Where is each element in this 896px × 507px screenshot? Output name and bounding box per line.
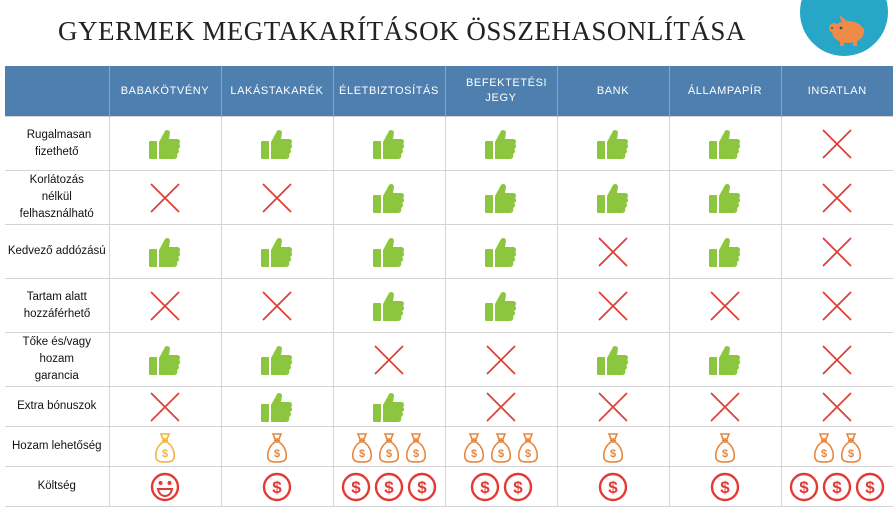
- thumbs-up-icon: [148, 343, 182, 377]
- row-label-text: Extra bónuszok: [17, 400, 97, 412]
- table-cell: [781, 387, 893, 427]
- thumbs-up-icon: [148, 127, 182, 161]
- svg-text:$: $: [417, 477, 427, 497]
- dollar-coin-icon: [710, 472, 740, 502]
- table-cell: [557, 333, 669, 387]
- dollar-coin-icon: [262, 472, 292, 502]
- thumbs-up-icon: [372, 127, 406, 161]
- cross-icon: [484, 343, 518, 377]
- cross-icon: [820, 235, 854, 269]
- dollar-coin-icon: [822, 472, 852, 502]
- table-cell: [557, 225, 669, 279]
- table-cell: [669, 171, 781, 225]
- col-header-bank: BANK: [557, 66, 669, 117]
- row-label-text: Tartam alatt hozzáférhető: [23, 290, 91, 320]
- table-cell: [221, 279, 333, 333]
- table-cell: [109, 427, 221, 467]
- money-bag-icon: [404, 431, 428, 463]
- table-row: [5, 279, 893, 333]
- table-cell: [557, 467, 669, 507]
- thumbs-up-icon: [596, 181, 630, 215]
- dollar-coin-icon: [374, 472, 404, 502]
- comparison-table: [5, 66, 893, 507]
- thumbs-up-icon: [596, 343, 630, 377]
- table-cell: [109, 467, 221, 507]
- cross-icon: [596, 390, 630, 424]
- table-cell: [781, 333, 893, 387]
- cross-icon: [596, 289, 630, 323]
- svg-text:$: $: [384, 477, 394, 497]
- svg-text:$: $: [720, 477, 730, 497]
- money-bag-gold-icon: [153, 431, 177, 463]
- table-cell: [445, 387, 557, 427]
- table-cell: [445, 225, 557, 279]
- table-cell: [333, 171, 445, 225]
- table-row: [5, 225, 893, 279]
- table-cell: [221, 467, 333, 507]
- table-cell: [781, 427, 893, 467]
- svg-text:$: $: [721, 447, 729, 460]
- table-cell: [333, 333, 445, 387]
- table-cell: [109, 171, 221, 225]
- row-label-text: Költség: [37, 480, 76, 492]
- smiley-icon: [150, 472, 180, 502]
- table-row: [5, 467, 893, 507]
- cross-icon: [708, 289, 742, 323]
- svg-text:$: $: [273, 447, 281, 460]
- dollar-coin-icon: [503, 472, 533, 502]
- dollar-coin-icon: [407, 472, 437, 502]
- money-bag-icon: [350, 431, 374, 463]
- cross-icon: [820, 390, 854, 424]
- thumbs-up-icon: [484, 289, 518, 323]
- svg-text:$: $: [272, 477, 282, 497]
- table-cell: [781, 279, 893, 333]
- money-bag-icon: [812, 431, 836, 463]
- row-label: [5, 387, 109, 427]
- money-bag-icon: [516, 431, 540, 463]
- thumbs-up-icon: [708, 127, 742, 161]
- row-label: [5, 279, 109, 333]
- svg-text:$: $: [865, 477, 875, 497]
- col-header-befektetesi-jegy: [445, 66, 557, 117]
- dollar-coin-icon: [470, 472, 500, 502]
- thumbs-up-icon: [260, 343, 294, 377]
- svg-text:$: $: [608, 477, 618, 497]
- row-label: [5, 225, 109, 279]
- row-label-text: Kedvező addózású: [7, 245, 106, 257]
- cross-icon: [484, 390, 518, 424]
- row-label: [5, 171, 109, 225]
- thumbs-up-icon: [372, 181, 406, 215]
- thumbs-up-icon: [484, 181, 518, 215]
- money-bag-icon: [265, 431, 289, 463]
- table-cell: [221, 427, 333, 467]
- row-label-text: Rugalmasan fizethető: [26, 128, 92, 158]
- cross-icon: [708, 390, 742, 424]
- table-cell: [557, 279, 669, 333]
- col-header-lakastakarek: LAKÁSTAKARÉK: [221, 66, 333, 117]
- svg-text:$: $: [497, 447, 505, 460]
- svg-text:$: $: [609, 447, 617, 460]
- thumbs-up-icon: [260, 235, 294, 269]
- row-label: [5, 427, 109, 467]
- dollar-coin-icon: [598, 472, 628, 502]
- table-cell: [221, 117, 333, 171]
- svg-text:$: $: [479, 477, 490, 497]
- table-cell: [445, 117, 557, 171]
- table-cell: [333, 427, 445, 467]
- table-row: [5, 387, 893, 427]
- table-row: [5, 171, 893, 225]
- thumbs-up-icon: [484, 127, 518, 161]
- table-cell: [445, 171, 557, 225]
- table-cell: [557, 427, 669, 467]
- money-bag-icon: [839, 431, 863, 463]
- money-bag-icon: [489, 431, 513, 463]
- table-cell: [669, 333, 781, 387]
- cross-icon: [820, 343, 854, 377]
- table-cell: [221, 225, 333, 279]
- table-cell: [109, 387, 221, 427]
- table-cell: [445, 279, 557, 333]
- cross-icon: [372, 343, 406, 377]
- table-cell: [109, 279, 221, 333]
- thumbs-up-icon: [260, 127, 294, 161]
- table-cell: [333, 117, 445, 171]
- svg-text:$: $: [524, 447, 532, 460]
- table-cell: [781, 171, 893, 225]
- money-bag-icon: [462, 431, 486, 463]
- table-cell: [557, 387, 669, 427]
- table-cell: [781, 117, 893, 171]
- table-cell: [669, 427, 781, 467]
- svg-text:$: $: [385, 447, 393, 460]
- svg-text:$: $: [358, 447, 366, 460]
- thumbs-up-icon: [372, 390, 406, 424]
- col-header-eletbiztositas: ÉLETBIZTOSÍTÁS: [333, 66, 445, 117]
- table-cell: [109, 117, 221, 171]
- table-cell: [333, 279, 445, 333]
- cross-icon: [820, 181, 854, 215]
- table-cell: [445, 333, 557, 387]
- money-bag-icon: [377, 431, 401, 463]
- thumbs-up-icon: [372, 235, 406, 269]
- table-cell: [445, 427, 557, 467]
- table-cell: [221, 171, 333, 225]
- money-bag-icon: [713, 431, 737, 463]
- cross-icon: [820, 289, 854, 323]
- table-cell: [669, 387, 781, 427]
- thumbs-up-icon: [372, 289, 406, 323]
- table-cell: [445, 467, 557, 507]
- table-cell: [669, 225, 781, 279]
- cross-icon: [148, 181, 182, 215]
- table-cell: [221, 333, 333, 387]
- cross-icon: [260, 289, 294, 323]
- row-label-text: Tőke és/vagy hozam garancia: [22, 336, 91, 382]
- row-label: [5, 117, 109, 171]
- table-row: [5, 427, 893, 467]
- thumbs-up-icon: [708, 343, 742, 377]
- table-cell: [781, 467, 893, 507]
- table-cell: [333, 225, 445, 279]
- row-label-text: Korlátozás nélkül felhasználható: [19, 174, 94, 220]
- svg-text:$: $: [847, 447, 854, 460]
- row-label: [5, 467, 109, 507]
- col-header-ingatlan: INGATLAN: [781, 66, 893, 117]
- table-cell: [669, 279, 781, 333]
- cross-icon: [148, 390, 182, 424]
- svg-text:$: $: [351, 477, 361, 497]
- cross-icon: [148, 289, 182, 323]
- col-header-allampapir: ÁLLAMPAPÍR: [669, 66, 781, 117]
- dollar-coin-icon: [855, 472, 885, 502]
- cross-icon: [596, 235, 630, 269]
- table-cell: [109, 333, 221, 387]
- dollar-coin-icon: [341, 472, 371, 502]
- svg-text:$: $: [161, 447, 169, 460]
- cross-icon: [820, 127, 854, 161]
- table-cell: [669, 117, 781, 171]
- table-cell: [557, 171, 669, 225]
- thumbs-up-icon: [148, 235, 182, 269]
- cross-icon: [260, 181, 294, 215]
- svg-text:$: $: [799, 477, 809, 497]
- thumbs-up-icon: [708, 235, 742, 269]
- svg-text:$: $: [470, 447, 478, 460]
- piggy-bank-badge: [792, 0, 890, 62]
- svg-text:$: $: [820, 447, 827, 460]
- row-label-text: Hozam lehetőség: [12, 440, 102, 452]
- table-cell: [333, 467, 445, 507]
- thumbs-up-icon: [596, 127, 630, 161]
- table-cell: [781, 225, 893, 279]
- svg-text:$: $: [832, 477, 842, 497]
- thumbs-up-icon: [484, 235, 518, 269]
- svg-text:$: $: [512, 477, 523, 497]
- table-cell: [109, 225, 221, 279]
- money-bag-icon: [601, 431, 625, 463]
- thumbs-up-icon: [260, 390, 294, 424]
- table-cell: [669, 467, 781, 507]
- thumbs-up-icon: [708, 181, 742, 215]
- col-header-babakotveny: BABAKÖTVÉNY: [109, 66, 221, 117]
- table-cell: [221, 387, 333, 427]
- page-title: GYERMEK MEGTAKARÍTÁSOK ÖSSZEHASONLÍTÁSA: [58, 16, 746, 46]
- col-header-befektetesi-jegy-label: BEFEKTETÉSI JEGY: [466, 77, 548, 104]
- header-row: [5, 66, 893, 117]
- table-cell: [557, 117, 669, 171]
- table-row: [5, 333, 893, 387]
- svg-text:$: $: [412, 447, 420, 460]
- dollar-coin-icon: [789, 472, 819, 502]
- table-cell: [333, 387, 445, 427]
- table-row: [5, 117, 893, 171]
- row-label: [5, 333, 109, 387]
- header-corner: [5, 66, 109, 117]
